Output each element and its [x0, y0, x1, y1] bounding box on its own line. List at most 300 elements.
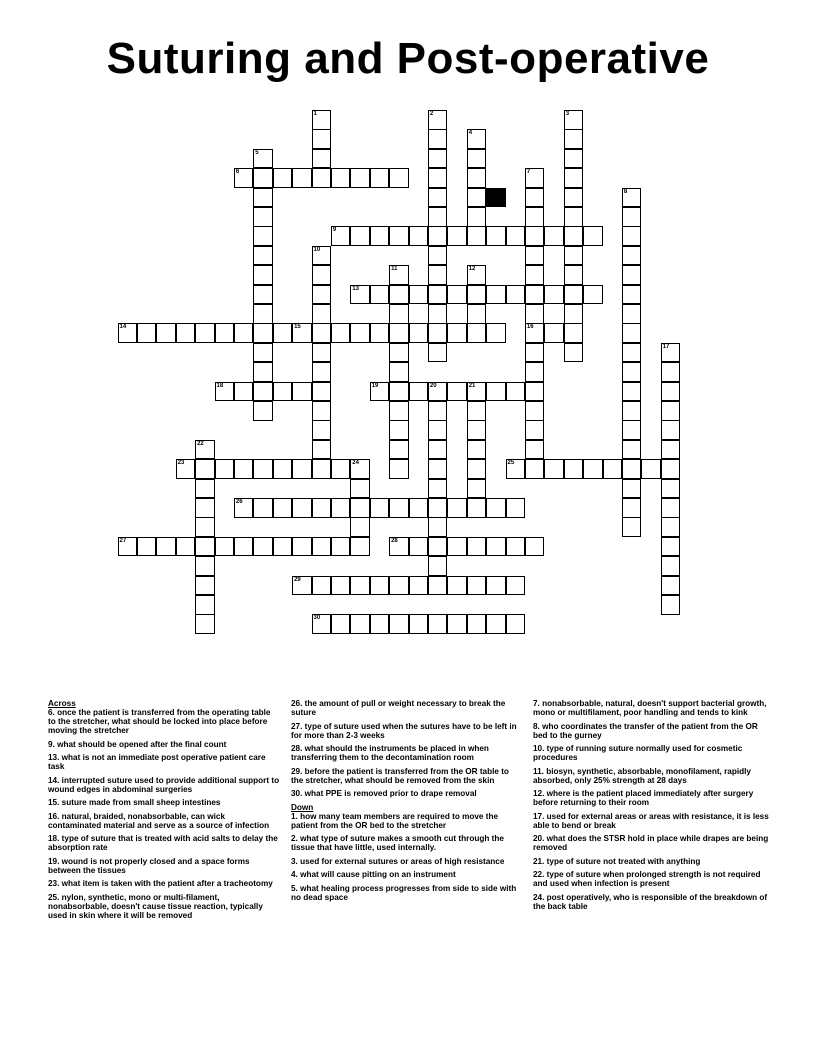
crossword-cell[interactable] — [525, 265, 545, 285]
clue-text: before the patient is transferred from the OR table to the stretcher, what should be removed from the skin — [291, 766, 509, 785]
crossword-cell[interactable] — [215, 382, 235, 402]
crossword-cell[interactable] — [312, 246, 332, 266]
crossword-cell[interactable] — [331, 614, 351, 634]
clue-number-label: 29. — [291, 766, 305, 776]
crossword-cell[interactable] — [622, 479, 642, 499]
crossword-cell[interactable] — [253, 168, 273, 188]
crossword-cell[interactable] — [389, 265, 409, 285]
crossword-cell[interactable] — [525, 226, 545, 246]
crossword-cell[interactable] — [525, 304, 545, 324]
crossword-cell[interactable] — [389, 343, 409, 363]
clue-number: 27 — [119, 537, 127, 544]
crossword-cell[interactable] — [312, 265, 332, 285]
crossword-cell[interactable] — [156, 323, 176, 343]
crossword-cell[interactable] — [467, 576, 487, 596]
crossword-cell[interactable] — [195, 459, 215, 479]
crossword-cell[interactable] — [525, 207, 545, 227]
crossword-cell[interactable] — [467, 188, 487, 208]
crossword-cell[interactable] — [389, 382, 409, 402]
crossword-cell[interactable] — [137, 323, 157, 343]
crossword-cell[interactable] — [331, 537, 351, 557]
down-clue — [533, 834, 771, 852]
crossword-cell[interactable] — [370, 576, 390, 596]
crossword-cell[interactable] — [661, 479, 681, 499]
crossword-cell[interactable] — [486, 576, 506, 596]
crossword-cell[interactable] — [428, 420, 448, 440]
crossword-cell[interactable] — [389, 323, 409, 343]
crossword-cell[interactable] — [661, 401, 681, 421]
crossword-cell[interactable] — [253, 459, 273, 479]
crossword-cell[interactable] — [312, 149, 332, 169]
crossword-cell[interactable] — [428, 188, 448, 208]
crossword-cell[interactable] — [253, 362, 273, 382]
crossword-cell[interactable] — [234, 323, 254, 343]
crossword-cell[interactable] — [370, 285, 390, 305]
crossword-cell[interactable] — [447, 537, 467, 557]
crossword-cell[interactable] — [312, 576, 332, 596]
crossword-cell[interactable] — [312, 362, 332, 382]
crossword-cell[interactable] — [564, 304, 584, 324]
crossword-cell[interactable] — [525, 343, 545, 363]
crossword-cell[interactable] — [118, 323, 138, 343]
clue-number-label: 6. — [48, 708, 58, 717]
crossword-cell[interactable] — [195, 576, 215, 596]
crossword-cell[interactable] — [370, 382, 390, 402]
crossword-cell[interactable] — [253, 226, 273, 246]
crossword-cell[interactable] — [312, 323, 332, 343]
crossword-cell[interactable] — [350, 537, 370, 557]
crossword-cell[interactable] — [467, 168, 487, 188]
crossword-cell[interactable] — [195, 614, 215, 634]
crossword-cell[interactable] — [467, 304, 487, 324]
crossword-cell[interactable] — [486, 498, 506, 518]
crossword-cell[interactable] — [292, 498, 312, 518]
crossword-cell[interactable] — [253, 304, 273, 324]
crossword-cell[interactable] — [622, 440, 642, 460]
crossword-cell[interactable] — [506, 226, 526, 246]
crossword-cell[interactable] — [428, 226, 448, 246]
crossword-cell[interactable] — [253, 207, 273, 227]
crossword-cell[interactable] — [525, 537, 545, 557]
crossword-cell[interactable] — [312, 614, 332, 634]
crossword-cell[interactable] — [622, 498, 642, 518]
crossword-cell[interactable] — [389, 537, 409, 557]
crossword-cell[interactable] — [486, 614, 506, 634]
crossword-cell[interactable] — [312, 440, 332, 460]
crossword-cell[interactable] — [292, 382, 312, 402]
crossword-cell[interactable] — [486, 323, 506, 343]
crossword-cell[interactable] — [622, 517, 642, 537]
crossword-cell[interactable] — [350, 479, 370, 499]
crossword-cell[interactable] — [312, 285, 332, 305]
crossword-cell[interactable] — [331, 323, 351, 343]
crossword-cell[interactable] — [253, 537, 273, 557]
crossword-cell[interactable] — [389, 459, 409, 479]
crossword-cell[interactable] — [389, 304, 409, 324]
crossword-cell[interactable] — [622, 304, 642, 324]
crossword-cell[interactable] — [253, 323, 273, 343]
crossword-cell[interactable] — [234, 459, 254, 479]
crossword-cell[interactable] — [428, 382, 448, 402]
crossword-cell[interactable] — [273, 382, 293, 402]
crossword-cell[interactable] — [331, 576, 351, 596]
crossword-cell[interactable] — [428, 556, 448, 576]
crossword-cell[interactable] — [389, 362, 409, 382]
crossword-cell[interactable] — [428, 614, 448, 634]
crossword-cell[interactable] — [195, 323, 215, 343]
crossword-cell[interactable] — [486, 285, 506, 305]
clue-number: 6 — [235, 169, 240, 176]
crossword-cell[interactable] — [409, 614, 429, 634]
crossword-cell[interactable] — [583, 459, 603, 479]
crossword-cell[interactable] — [506, 498, 526, 518]
crossword-cell[interactable] — [661, 440, 681, 460]
crossword-cell[interactable] — [428, 440, 448, 460]
crossword-cell[interactable] — [292, 537, 312, 557]
crossword-cell[interactable] — [525, 362, 545, 382]
crossword-cell[interactable] — [409, 285, 429, 305]
crossword-cell[interactable] — [331, 498, 351, 518]
clue-number-label: 26. — [291, 699, 305, 708]
crossword-cell[interactable] — [195, 537, 215, 557]
crossword-cell[interactable] — [564, 285, 584, 305]
crossword-cell[interactable] — [564, 168, 584, 188]
crossword-cell[interactable] — [292, 576, 312, 596]
crossword-cell[interactable] — [389, 576, 409, 596]
clue-number-label: 17. — [533, 811, 547, 821]
across-clue — [48, 812, 280, 830]
crossword-cell[interactable] — [525, 382, 545, 402]
crossword-cell[interactable] — [350, 168, 370, 188]
crossword-cell[interactable] — [234, 498, 254, 518]
crossword-cell[interactable] — [331, 168, 351, 188]
crossword-cell[interactable] — [137, 537, 157, 557]
clue-text: used for external areas or areas with resistance, it is less able to bend or break — [533, 811, 769, 830]
crossword-cell[interactable] — [622, 188, 642, 208]
crossword-cell[interactable] — [661, 362, 681, 382]
crossword-cell[interactable] — [292, 168, 312, 188]
crossword-cell[interactable] — [525, 285, 545, 305]
clue-text: suture made from small sheep intestines — [61, 798, 221, 807]
crossword-cell[interactable] — [583, 285, 603, 305]
crossword-cell[interactable] — [467, 614, 487, 634]
crossword-cell[interactable] — [350, 285, 370, 305]
crossword-cell[interactable] — [622, 459, 642, 479]
crossword-cell[interactable] — [661, 459, 681, 479]
crossword-cell[interactable] — [350, 576, 370, 596]
crossword-cell[interactable] — [409, 537, 429, 557]
crossword-cell[interactable] — [622, 226, 642, 246]
crossword-cell[interactable] — [525, 323, 545, 343]
crossword-cell[interactable] — [467, 440, 487, 460]
crossword-cell[interactable] — [273, 323, 293, 343]
clue-number-label: 25. — [48, 892, 62, 902]
crossword-cell[interactable] — [389, 498, 409, 518]
crossword-cell[interactable] — [409, 226, 429, 246]
crossword-cell[interactable] — [253, 401, 273, 421]
crossword-cell[interactable] — [195, 479, 215, 499]
crossword-cell[interactable] — [622, 265, 642, 285]
crossword-cell[interactable] — [641, 459, 661, 479]
crossword-cell[interactable] — [583, 226, 603, 246]
crossword-cell[interactable] — [447, 382, 467, 402]
crossword-cell[interactable] — [195, 498, 215, 518]
clue-number: 25 — [507, 460, 515, 467]
clue-number: 1 — [313, 111, 317, 117]
crossword-cell[interactable] — [118, 537, 138, 557]
crossword-cell[interactable] — [428, 537, 448, 557]
crossword-cell[interactable] — [370, 168, 390, 188]
crossword-cell[interactable] — [447, 614, 467, 634]
clue-text: what PPE is removed prior to drape removal — [304, 789, 477, 798]
crossword-cell[interactable] — [176, 323, 196, 343]
crossword-cell[interactable] — [622, 343, 642, 363]
crossword-cell[interactable] — [467, 129, 487, 149]
crossword-cell[interactable] — [312, 110, 332, 130]
crossword-cell[interactable] — [525, 188, 545, 208]
crossword-cell[interactable] — [409, 498, 429, 518]
crossword-cell[interactable] — [389, 440, 409, 460]
crossword-cell[interactable] — [428, 479, 448, 499]
crossword-cell[interactable] — [447, 323, 467, 343]
crossword-cell[interactable] — [409, 382, 429, 402]
crossword-cell[interactable] — [428, 304, 448, 324]
crossword-cell[interactable] — [156, 537, 176, 557]
crossword-cell[interactable] — [622, 323, 642, 343]
crossword-cell[interactable] — [195, 556, 215, 576]
crossword-cell[interactable] — [428, 110, 448, 130]
down-clue — [533, 789, 771, 807]
crossword-cell[interactable] — [525, 440, 545, 460]
crossword-cell[interactable] — [544, 285, 564, 305]
crossword-cell[interactable] — [428, 285, 448, 305]
crossword-cell[interactable] — [544, 323, 564, 343]
crossword-cell[interactable] — [525, 168, 545, 188]
crossword-cell[interactable] — [409, 576, 429, 596]
crossword-cell[interactable] — [428, 498, 448, 518]
crossword-cell[interactable] — [467, 323, 487, 343]
crossword-cell[interactable] — [467, 226, 487, 246]
crossword-cell[interactable] — [350, 498, 370, 518]
crossword-cell[interactable] — [370, 614, 390, 634]
crossword-cell[interactable] — [312, 459, 332, 479]
crossword-cell[interactable] — [467, 265, 487, 285]
crossword-cell[interactable] — [195, 595, 215, 615]
crossword-cell[interactable] — [428, 265, 448, 285]
crossword-cell[interactable] — [312, 498, 332, 518]
crossword-cell[interactable] — [661, 498, 681, 518]
crossword-cell[interactable] — [215, 323, 235, 343]
crossword-cell[interactable] — [525, 459, 545, 479]
crossword-cell[interactable] — [273, 537, 293, 557]
crossword-cell[interactable] — [564, 343, 584, 363]
crossword-cell[interactable] — [253, 382, 273, 402]
crossword-cell[interactable] — [428, 129, 448, 149]
crossword-cell[interactable] — [350, 614, 370, 634]
crossword-cell[interactable] — [467, 537, 487, 557]
crossword-cell[interactable] — [428, 149, 448, 169]
crossword-cell[interactable] — [661, 343, 681, 363]
crossword-cell[interactable] — [370, 226, 390, 246]
crossword-cell[interactable] — [195, 440, 215, 460]
crossword-cell[interactable] — [389, 420, 409, 440]
crossword-cell[interactable] — [622, 207, 642, 227]
crossword-cell[interactable] — [176, 537, 196, 557]
crossword-cell[interactable] — [564, 149, 584, 169]
crossword-cell[interactable] — [544, 459, 564, 479]
crossword-cell[interactable] — [350, 459, 370, 479]
crossword-cell[interactable] — [428, 323, 448, 343]
crossword-cell[interactable] — [428, 401, 448, 421]
crossword-cell[interactable] — [506, 576, 526, 596]
crossword-cell[interactable] — [486, 226, 506, 246]
crossword-cell[interactable] — [428, 246, 448, 266]
crossword-cell[interactable] — [273, 498, 293, 518]
crossword-cell[interactable] — [312, 401, 332, 421]
crossword-cell[interactable] — [195, 517, 215, 537]
crossword-cell[interactable] — [370, 323, 390, 343]
crossword-cell[interactable] — [544, 226, 564, 246]
crossword-cell[interactable] — [661, 382, 681, 402]
crossword-cell[interactable] — [447, 226, 467, 246]
crossword-cell[interactable] — [428, 343, 448, 363]
crossword-cell[interactable] — [506, 614, 526, 634]
crossword-cell[interactable] — [312, 168, 332, 188]
crossword-cell[interactable] — [234, 537, 254, 557]
crossword-cell[interactable] — [234, 168, 254, 188]
crossword-cell[interactable] — [622, 246, 642, 266]
crossword-cell[interactable] — [253, 343, 273, 363]
crossword-cell[interactable] — [253, 285, 273, 305]
crossword-cell[interactable] — [312, 382, 332, 402]
crossword-cell[interactable] — [467, 420, 487, 440]
crossword-cell[interactable] — [622, 362, 642, 382]
crossword-cell[interactable] — [467, 459, 487, 479]
crossword-cell[interactable] — [447, 576, 467, 596]
crossword-cell[interactable] — [564, 226, 584, 246]
clue-column-2 — [291, 699, 523, 906]
crossword-cell[interactable] — [506, 459, 526, 479]
crossword-cell[interactable] — [215, 537, 235, 557]
across-clue — [291, 767, 523, 785]
crossword-cell[interactable] — [389, 614, 409, 634]
crossword-cell[interactable] — [428, 207, 448, 227]
crossword-cell[interactable] — [603, 459, 623, 479]
crossword-cell[interactable] — [564, 265, 584, 285]
crossword-cell[interactable] — [564, 323, 584, 343]
crossword-cell[interactable] — [409, 323, 429, 343]
crossword-cell[interactable] — [292, 323, 312, 343]
crossword-cell[interactable] — [661, 595, 681, 615]
crossword-cell[interactable] — [447, 285, 467, 305]
crossword-cell[interactable] — [428, 459, 448, 479]
crossword-cell[interactable] — [350, 226, 370, 246]
crossword-cell[interactable] — [661, 537, 681, 557]
crossword-cell[interactable] — [176, 459, 196, 479]
crossword-cell[interactable] — [389, 226, 409, 246]
down-clue — [533, 857, 771, 866]
crossword-cell[interactable] — [661, 576, 681, 596]
crossword-cell[interactable] — [506, 382, 526, 402]
crossword-cell[interactable] — [273, 168, 293, 188]
crossword-cell[interactable] — [486, 382, 506, 402]
crossword-cell[interactable] — [253, 246, 273, 266]
clue-number-label: 5. — [291, 883, 301, 893]
crossword-cell[interactable] — [564, 459, 584, 479]
crossword-cell[interactable] — [312, 537, 332, 557]
crossword-cell[interactable] — [467, 479, 487, 499]
crossword-cell[interactable] — [234, 382, 254, 402]
crossword-cell[interactable] — [292, 459, 312, 479]
crossword-cell[interactable] — [467, 149, 487, 169]
crossword-cell[interactable] — [312, 420, 332, 440]
crossword-cell[interactable] — [312, 129, 332, 149]
clue-number-label: 28. — [291, 744, 305, 753]
crossword-cell[interactable] — [564, 246, 584, 266]
crossword-cell[interactable] — [486, 537, 506, 557]
crossword-cell[interactable] — [506, 537, 526, 557]
clue-number: 16 — [526, 324, 534, 331]
crossword-cell[interactable] — [661, 420, 681, 440]
crossword-cell[interactable] — [312, 343, 332, 363]
crossword-cell[interactable] — [215, 459, 235, 479]
crossword-cell[interactable] — [467, 498, 487, 518]
crossword-cell[interactable] — [622, 382, 642, 402]
crossword-cell[interactable] — [525, 401, 545, 421]
crossword-cell[interactable] — [331, 226, 351, 246]
crossword-cell[interactable] — [661, 556, 681, 576]
crossword-cell[interactable] — [622, 285, 642, 305]
crossword-cell[interactable] — [331, 459, 351, 479]
crossword-cell[interactable] — [312, 304, 332, 324]
crossword-cell[interactable] — [467, 382, 487, 402]
down-clue — [533, 767, 771, 785]
crossword-cell[interactable] — [506, 285, 526, 305]
crossword-cell[interactable] — [350, 323, 370, 343]
crossword-cell[interactable] — [564, 188, 584, 208]
crossword-cell[interactable] — [428, 168, 448, 188]
crossword-cell[interactable] — [467, 401, 487, 421]
crossword-cell[interactable] — [622, 420, 642, 440]
crossword-cell[interactable] — [525, 246, 545, 266]
clue-number: 28 — [391, 537, 398, 544]
crossword-cell[interactable] — [389, 401, 409, 421]
crossword-cell[interactable] — [273, 459, 293, 479]
crossword-cell[interactable] — [661, 517, 681, 537]
crossword-cell[interactable] — [564, 110, 584, 130]
crossword-cell[interactable] — [370, 498, 390, 518]
across-clue — [291, 722, 523, 740]
crossword-cell[interactable] — [467, 285, 487, 305]
crossword-cell[interactable] — [564, 207, 584, 227]
clue-number: 24 — [352, 460, 359, 467]
clue-text: what is not an immediate post operative patient care task — [48, 753, 266, 771]
crossword-cell[interactable] — [253, 149, 273, 169]
crossword-cell[interactable] — [447, 498, 467, 518]
crossword-cell[interactable] — [428, 576, 448, 596]
crossword-cell[interactable] — [467, 207, 487, 227]
crossword-cell[interactable] — [389, 285, 409, 305]
crossword-cell[interactable] — [350, 517, 370, 537]
crossword-cell[interactable] — [525, 420, 545, 440]
crossword-cell[interactable] — [253, 265, 273, 285]
crossword-cell[interactable] — [564, 129, 584, 149]
crossword-cell[interactable] — [428, 517, 448, 537]
crossword-cell[interactable] — [622, 401, 642, 421]
crossword-cell[interactable] — [253, 498, 273, 518]
crossword-cell[interactable] — [253, 188, 273, 208]
crossword-cell[interactable] — [389, 168, 409, 188]
